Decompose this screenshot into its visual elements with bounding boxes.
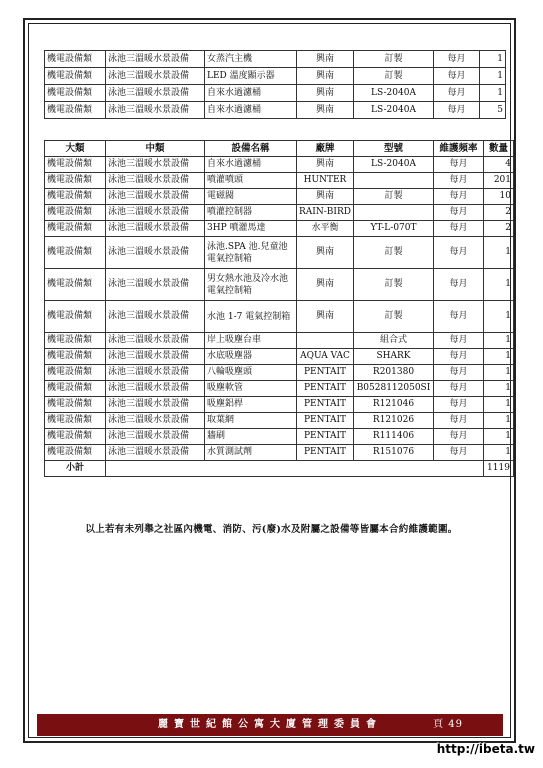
cell-brand: HUNTER	[297, 173, 354, 189]
page-number: 頁 49	[433, 719, 463, 730]
cell-category: 機電設備類	[45, 269, 106, 301]
cell-quantity: 1	[484, 333, 514, 349]
cell-category: 機電設備類	[45, 68, 106, 85]
table-row	[45, 397, 514, 413]
cell-category: 機電設備類	[45, 237, 106, 269]
cell-model: LS-2040A	[354, 102, 434, 119]
cell-subcategory: 泳池三溫暖水景設備	[106, 68, 205, 85]
cell-frequency: 每月	[434, 333, 484, 349]
cell-frequency: 每月	[434, 157, 484, 173]
cell-frequency: 每月	[434, 51, 480, 68]
header-frequency: 維護頻率	[434, 141, 484, 157]
table-row	[45, 381, 514, 397]
cell-frequency: 每月	[434, 365, 484, 381]
table-row	[45, 221, 514, 237]
cell-equipment-name: 岸上吸塵台車	[205, 333, 297, 349]
cell-quantity: 5	[480, 102, 506, 119]
cell-quantity: 201	[484, 173, 514, 189]
table-header-row	[45, 141, 514, 157]
header-quantity: 數量	[484, 141, 514, 157]
cell-quantity: 1	[480, 68, 506, 85]
cell-frequency: 每月	[434, 102, 480, 119]
cell-equipment-name: 噴灌控制器	[205, 205, 297, 221]
cell-equipment-name: 牆刷	[205, 429, 297, 445]
cell-brand: PENTAIT	[297, 429, 354, 445]
cell-category: 機電設備類	[45, 301, 106, 333]
cell-brand: PENTAIT	[297, 365, 354, 381]
cell-model: LS-2040A	[354, 85, 434, 102]
cell-model: 訂製	[354, 269, 434, 301]
header-subcategory: 中類	[106, 141, 205, 157]
table-row	[45, 189, 514, 205]
cell-subcategory: 泳池三溫暖水景設備	[106, 102, 205, 119]
table-row	[45, 301, 514, 333]
table-row	[45, 173, 514, 189]
cell-frequency: 每月	[434, 173, 484, 189]
cell-quantity: 1	[480, 85, 506, 102]
cell-frequency: 每月	[434, 68, 480, 85]
cell-model: SHARK	[354, 349, 434, 365]
cell-brand: PENTAIT	[297, 413, 354, 429]
cell-model: R121046	[354, 397, 434, 413]
cell-model: B0528112050SI	[354, 381, 434, 397]
table-row	[45, 333, 514, 349]
cell-subcategory: 泳池三溫暖水景設備	[106, 237, 205, 269]
cell-category: 機電設備類	[45, 365, 106, 381]
cell-category: 機電設備類	[45, 51, 106, 68]
cell-brand: 水平衡	[297, 221, 354, 237]
footer-organization: 麗寶世紀館公寓大廈管理委員會	[158, 719, 382, 730]
cell-brand: 興南	[297, 157, 354, 173]
cell-quantity: 2	[484, 221, 514, 237]
cell-frequency: 每月	[434, 413, 484, 429]
cell-quantity: 1	[484, 397, 514, 413]
cell-quantity: 10	[484, 189, 514, 205]
cell-frequency: 每月	[434, 429, 484, 445]
cell-frequency: 每月	[434, 301, 484, 333]
table-row	[45, 102, 506, 119]
cell-frequency: 每月	[434, 381, 484, 397]
table-row	[45, 445, 514, 461]
cell-brand: 興南	[297, 189, 354, 205]
cell-frequency: 每月	[434, 237, 484, 269]
scope-note: 以上若有未列舉之社區內機電、消防、污(廢)水及附屬之設備等皆屬本合約維護範圍。	[85, 524, 458, 535]
table-row	[45, 237, 514, 269]
header-model: 型號	[354, 141, 434, 157]
watermark-url: http://ibeta.tw	[436, 742, 535, 756]
cell-model: 組合式	[354, 333, 434, 349]
cell-subcategory: 泳池三溫暖水景設備	[106, 85, 205, 102]
cell-brand: 興南	[297, 301, 354, 333]
cell-model: R111406	[354, 429, 434, 445]
cell-equipment-name: 水質測試劑	[205, 445, 297, 461]
cell-category: 機電設備類	[45, 429, 106, 445]
cell-model: R121026	[354, 413, 434, 429]
cell-brand: PENTAIT	[297, 397, 354, 413]
cell-model: R151076	[354, 445, 434, 461]
cell-category: 機電設備類	[45, 85, 106, 102]
cell-category: 機電設備類	[45, 413, 106, 429]
cell-brand: PENTAIT	[297, 445, 354, 461]
cell-subcategory: 泳池三溫暖水景設備	[106, 51, 205, 68]
cell-frequency: 每月	[434, 85, 480, 102]
cell-model: R201380	[354, 365, 434, 381]
header-category: 大類	[45, 141, 106, 157]
cell-brand: RAIN-BIRD	[297, 205, 354, 221]
cell-equipment-name: 自來水過濾桶	[205, 102, 297, 119]
cell-quantity: 2	[484, 205, 514, 221]
subtotal-row	[45, 461, 514, 477]
cell-quantity: 1	[484, 381, 514, 397]
cell-subcategory: 泳池三溫暖水景設備	[106, 269, 205, 301]
cell-subcategory: 泳池三溫暖水景設備	[106, 333, 205, 349]
equipment-table	[44, 140, 514, 477]
table-row	[45, 269, 514, 301]
equipment-table-continued	[44, 50, 506, 119]
cell-equipment-name: 吸塵鋁桿	[205, 397, 297, 413]
cell-subcategory: 泳池三溫暖水景設備	[106, 365, 205, 381]
cell-quantity: 4	[484, 157, 514, 173]
cell-frequency: 每月	[434, 205, 484, 221]
cell-model	[354, 205, 434, 221]
cell-brand: PENTAIT	[297, 381, 354, 397]
cell-category: 機電設備類	[45, 173, 106, 189]
cell-subcategory: 泳池三溫暖水景設備	[106, 205, 205, 221]
cell-equipment-name: 泳池.SPA 池.兒童池電氣控制箱	[205, 237, 297, 269]
cell-subcategory: 泳池三溫暖水景設備	[106, 381, 205, 397]
cell-subcategory: 泳池三溫暖水景設備	[106, 173, 205, 189]
cell-brand: 興南	[297, 237, 354, 269]
cell-subcategory: 泳池三溫暖水景設備	[106, 445, 205, 461]
cell-quantity: 1	[484, 269, 514, 301]
cell-quantity: 1	[484, 429, 514, 445]
cell-quantity: 1	[484, 237, 514, 269]
cell-model: 訂製	[354, 51, 434, 68]
cell-equipment-name: 吸塵軟管	[205, 381, 297, 397]
cell-category: 機電設備類	[45, 445, 106, 461]
cell-model: 訂製	[354, 237, 434, 269]
cell-equipment-name: 女蒸汽主機	[205, 51, 297, 68]
cell-category: 機電設備類	[45, 349, 106, 365]
cell-subcategory: 泳池三溫暖水景設備	[106, 397, 205, 413]
cell-model: YT-L-070T	[354, 221, 434, 237]
header-brand: 廠牌	[297, 141, 354, 157]
cell-subcategory: 泳池三溫暖水景設備	[106, 349, 205, 365]
cell-brand: 興南	[297, 102, 354, 119]
cell-equipment-name: 自來水過濾桶	[205, 85, 297, 102]
cell-quantity: 1	[484, 301, 514, 333]
cell-equipment-name: 自來水過濾桶	[205, 157, 297, 173]
table-row	[45, 365, 514, 381]
cell-category: 機電設備類	[45, 102, 106, 119]
cell-subcategory: 泳池三溫暖水景設備	[106, 413, 205, 429]
cell-model: 訂製	[354, 189, 434, 205]
footer-bar	[37, 714, 503, 736]
cell-quantity: 1	[480, 51, 506, 68]
cell-brand: 興南	[297, 68, 354, 85]
cell-category: 機電設備類	[45, 205, 106, 221]
cell-brand: 興南	[297, 269, 354, 301]
cell-equipment-name: 3HP 噴灌馬達	[205, 221, 297, 237]
cell-equipment-name: 水底吸塵器	[205, 349, 297, 365]
cell-model	[354, 173, 434, 189]
cell-equipment-name: 水池 1-7 電氣控制箱	[205, 301, 297, 333]
cell-frequency: 每月	[434, 269, 484, 301]
cell-quantity: 1	[484, 445, 514, 461]
cell-model: LS-2040A	[354, 157, 434, 173]
cell-brand	[297, 333, 354, 349]
cell-model: 訂製	[354, 301, 434, 333]
cell-category: 機電設備類	[45, 189, 106, 205]
cell-category: 機電設備類	[45, 333, 106, 349]
table-row	[45, 68, 506, 85]
cell-subcategory: 泳池三溫暖水景設備	[106, 189, 205, 205]
table-row	[45, 429, 514, 445]
table-row	[45, 413, 514, 429]
cell-equipment-name: 噴灌噴頭	[205, 173, 297, 189]
cell-frequency: 每月	[434, 445, 484, 461]
cell-category: 機電設備類	[45, 381, 106, 397]
cell-frequency: 每月	[434, 349, 484, 365]
cell-subcategory: 泳池三溫暖水景設備	[106, 221, 205, 237]
header-equipment-name: 設備名稱	[205, 141, 297, 157]
cell-brand: AQUA VAC	[297, 349, 354, 365]
cell-quantity: 1	[484, 349, 514, 365]
cell-subcategory: 泳池三溫暖水景設備	[106, 429, 205, 445]
cell-category: 機電設備類	[45, 397, 106, 413]
table-row	[45, 205, 514, 221]
cell-quantity: 1	[484, 413, 514, 429]
cell-frequency: 每月	[434, 397, 484, 413]
cell-subcategory: 泳池三溫暖水景設備	[106, 301, 205, 333]
table-row	[45, 349, 514, 365]
cell-frequency: 每月	[434, 221, 484, 237]
cell-equipment-name: LED 溫度顯示器	[205, 68, 297, 85]
cell-subcategory: 泳池三溫暖水景設備	[106, 157, 205, 173]
cell-category: 機電設備類	[45, 221, 106, 237]
cell-model: 訂製	[354, 68, 434, 85]
cell-frequency: 每月	[434, 189, 484, 205]
subtotal-value: 1119	[484, 461, 514, 477]
table-row	[45, 157, 514, 173]
cell-brand: 興南	[297, 85, 354, 102]
cell-equipment-name: 電磁閥	[205, 189, 297, 205]
cell-equipment-name: 取葉網	[205, 413, 297, 429]
table-row	[45, 51, 506, 68]
cell-equipment-name: 男女熱水池及冷水池電氣控制箱	[205, 269, 297, 301]
table-row	[45, 85, 506, 102]
cell-quantity: 1	[484, 365, 514, 381]
cell-equipment-name: 八輪吸塵頭	[205, 365, 297, 381]
subtotal-spacer	[106, 461, 484, 477]
cell-brand: 興南	[297, 51, 354, 68]
cell-category: 機電設備類	[45, 157, 106, 173]
subtotal-label: 小計	[45, 461, 106, 477]
